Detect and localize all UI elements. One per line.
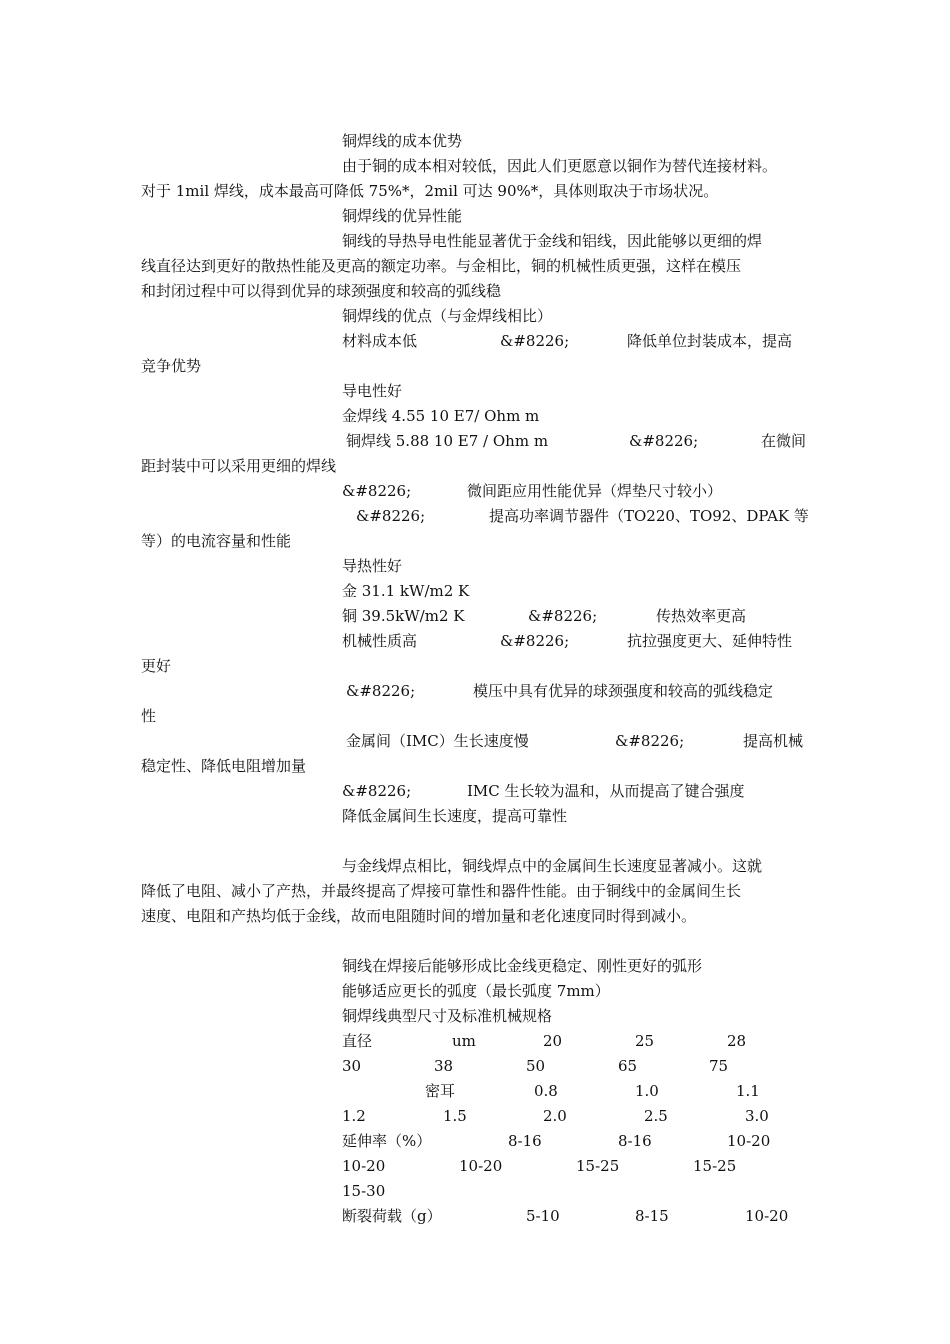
cost-paragraph-line-1: 由于铜的成本相对较低，因此人们更愿意以铜作为替代连接材料。: [342, 157, 778, 175]
copper-thermal: 铜 39.5kW/m2 K: [342, 607, 465, 625]
conductivity-text-continued: 距封装中可以采用更细的焊线: [141, 457, 337, 475]
spec-cell: 30: [342, 1057, 362, 1075]
spec-cell: um: [452, 1032, 476, 1050]
mechanical-label: 机械性质高: [342, 632, 418, 650]
spec-cell: 10-20: [745, 1207, 789, 1225]
spec-cell: 50: [526, 1057, 546, 1075]
performance-heading: 铜焊线的优异性能: [342, 207, 463, 225]
spec-cell: 1.0: [635, 1082, 659, 1100]
cost-text-continued: 竞争优势: [141, 357, 202, 375]
molding-text: 模压中具有优异的球颈强度和较高的弧线稳定: [473, 682, 774, 700]
spec-heading: 铜焊线典型尺寸及标准机械规格: [342, 1007, 553, 1025]
intermetallic-paragraph-line-1: 与金线焊点相比，铜线焊点中的金属间生长速度显著减小。这就: [342, 857, 763, 875]
spec-cell: 38: [434, 1057, 454, 1075]
power-text-continued: 等）的电流容量和性能: [141, 532, 292, 550]
spec-cell: 75: [709, 1057, 729, 1075]
mechanical-text-continued: 更好: [141, 657, 172, 675]
imc-reduce-text: 降低金属间生长速度，提高可靠性: [342, 807, 568, 825]
intermetallic-paragraph-line-2: 降低了电阻、减小了产热，并最终提高了焊接可靠性和器件性能。由于铜线中的金属间生长: [141, 882, 742, 900]
imc-text: 提高机械: [743, 732, 804, 750]
bullet-entity: &#8226;: [615, 732, 685, 750]
copper-conductivity: 铜焊线 5.88 10 E7 / Ohm m: [346, 432, 549, 450]
fine-pitch-text: 微间距应用性能优异（焊垫尺寸较小）: [467, 482, 723, 500]
spec-cell: 密耳: [425, 1082, 456, 1100]
spec-cell: 15-30: [342, 1182, 386, 1200]
bullet-entity: &#8226;: [629, 432, 699, 450]
spec-cell: 10-20: [342, 1157, 386, 1175]
bullet-entity: &#8226;: [500, 632, 570, 650]
spec-cell: 15-25: [693, 1157, 737, 1175]
spec-cell: 10-20: [727, 1132, 771, 1150]
spec-cell: 延伸率（%）: [342, 1132, 432, 1150]
intermetallic-paragraph-line-3: 速度、电阻和产热均低于金线，故而电阻随时间的增加量和老化速度同时得到减小。: [141, 907, 697, 925]
mechanical-text: 抗拉强度更大、延伸特性: [627, 632, 793, 650]
spec-cell: 直径: [342, 1032, 373, 1050]
spec-cell: 15-25: [576, 1157, 620, 1175]
bullet-entity: &#8226;: [356, 507, 426, 525]
performance-line-2: 线直径达到更好的散热性能及更高的额定功率。与金相比，铜的机械性质更强，这样在模压: [141, 257, 742, 275]
spec-cell: 2.5: [644, 1107, 668, 1125]
bullet-entity: &#8226;: [346, 682, 416, 700]
imc-label: 金属间（IMC）生长速度慢: [346, 732, 529, 750]
spec-cell: 25: [635, 1032, 655, 1050]
advantages-heading: 铜焊线的优点（与金焊线相比）: [342, 307, 553, 325]
spec-cell: 20: [543, 1032, 563, 1050]
spec-cell: 3.0: [745, 1107, 769, 1125]
spec-cell: 1.2: [342, 1107, 366, 1125]
spec-cell: 8-15: [635, 1207, 669, 1225]
thermal-heading: 导热性好: [342, 557, 403, 575]
performance-line-3: 和封闭过程中可以得到优异的球颈强度和较高的弧线稳: [141, 282, 502, 300]
bullet-entity: &#8226;: [528, 607, 598, 625]
gold-thermal: 金 31.1 kW/m2 K: [342, 582, 470, 600]
bullet-entity: &#8226;: [500, 332, 570, 350]
arc-line-1: 铜线在焊接后能够形成比金线更稳定、刚性更好的弧形: [342, 957, 703, 975]
spec-cell: 8-16: [618, 1132, 652, 1150]
page-title: 铜焊线的成本优势: [342, 132, 463, 150]
spec-cell: 1.5: [443, 1107, 467, 1125]
spec-cell: 65: [618, 1057, 638, 1075]
spec-cell: 0.8: [534, 1082, 558, 1100]
gold-conductivity: 金焊线 4.55 10 E7/ Ohm m: [342, 407, 540, 425]
thermal-text: 传热效率更高: [656, 607, 747, 625]
imc-mild-text: IMC 生长较为温和，从而提高了键合强度: [467, 782, 745, 800]
bullet-entity: &#8226;: [342, 482, 412, 500]
spec-cell: 5-10: [526, 1207, 560, 1225]
spec-cell: 10-20: [459, 1157, 503, 1175]
conductivity-text: 在微间: [761, 432, 807, 450]
cost-text: 降低单位封装成本，提高: [627, 332, 793, 350]
bullet-entity: &#8226;: [342, 782, 412, 800]
cost-paragraph-line-2: 对于 1mil 焊线，成本最高可降低 75%*，2mil 可达 90%*，具体则取决于市场状况。: [141, 182, 719, 200]
spec-cell: 8-16: [508, 1132, 542, 1150]
spec-cell: 1.1: [736, 1082, 760, 1100]
imc-text-continued: 稳定性、降低电阻增加量: [141, 757, 307, 775]
cost-label: 材料成本低: [342, 332, 418, 350]
conductivity-heading: 导电性好: [342, 382, 403, 400]
spec-cell: 28: [727, 1032, 747, 1050]
arc-line-2: 能够适应更长的弧度（最长弧度 7mm）: [342, 982, 610, 1000]
spec-cell: 断裂荷载（g）: [342, 1207, 442, 1225]
spec-cell: 2.0: [543, 1107, 567, 1125]
performance-line-1: 铜线的导热导电性能显著优于金线和铝线，因此能够以更细的焊: [342, 232, 763, 250]
molding-text-continued: 性: [141, 707, 157, 725]
power-text: 提高功率调节器件（TO220、TO92、DPAK 等: [489, 507, 809, 525]
